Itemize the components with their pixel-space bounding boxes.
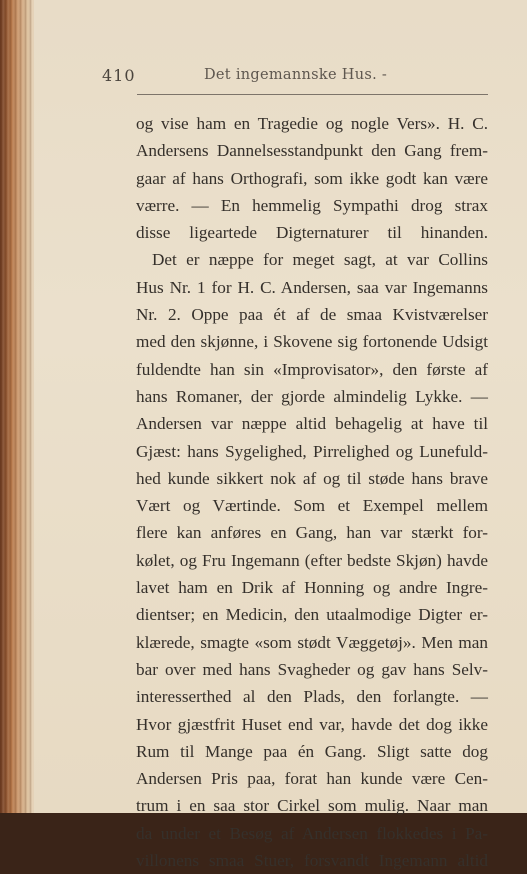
text-line: interesserthed al den Plads, den forlangte. — <box>136 687 488 707</box>
text-line: hans Romaner, der gjorde almindelig Lykke. — <box>136 386 488 406</box>
text-line: Det er næppe for meget sagt, at var Collins <box>152 250 488 270</box>
text-line: Hvor gjæstfrit Huset end var, havde det dog ikke <box>136 714 488 734</box>
body-text <box>136 110 488 874</box>
text-line: og vise ham en Tragedie og nogle Vers». H. C. <box>136 114 488 133</box>
text-line: flere kan anføres en Gang, han var stærkt for- <box>136 523 488 543</box>
text-line: lavet ham en Drik af Honning og andre Ingre- <box>136 578 488 598</box>
page-header <box>102 66 490 88</box>
running-head: Det ingemannske Hus. - <box>204 67 388 83</box>
text-line: bar over med hans Svagheder og gav hans Selv- <box>136 659 488 679</box>
text-line: Gjæst: hans Sygelighed, Pirrelighed og Lunefuld- <box>136 441 488 461</box>
text-line: kølet, og Fru Ingemann (efter bedste Skjøn) havde <box>136 550 488 570</box>
text-line: Nr. 2. Oppe paa ét af de smaa Kvistværelser <box>136 305 488 325</box>
text-line: Hus Nr. 1 for H. C. Andersen, saa var Ingemanns <box>136 277 488 297</box>
text-line: Andersen Pris paa, forat han kunde være Cen- <box>136 769 488 789</box>
text-line: Rum til Mange paa én Gang. Sligt satte dog <box>136 741 488 761</box>
text-line: villonens smaa Stuer, forsvandt Ingemann altid <box>136 851 488 871</box>
header-rule <box>137 94 488 95</box>
text-line: disse ligeartede Digternaturer til hinanden. <box>136 223 488 243</box>
text-line: med den skjønne, i Skovene sig fortonende Udsigt <box>136 332 488 352</box>
text-line: Andersen var næppe altid behagelig at have til <box>136 414 488 434</box>
page-number: 410 <box>102 66 136 85</box>
text-line: dientser; en Medicin, den utaalmodige Digter er- <box>136 605 488 625</box>
text-line: Andersens Dannelsesstandpunkt den Gang frem- <box>136 141 488 161</box>
text-line: hed kunde sikkert nok af og til støde hans brave <box>136 468 488 488</box>
page-edge <box>0 0 34 813</box>
text-line: Vært og Værtinde. Som et Exempel mellem <box>136 496 488 516</box>
text-line: gaar af hans Orthografi, som ikke godt kan være <box>136 168 488 188</box>
text-line: værre. — En hemmelig Sympathi drog strax <box>136 195 488 215</box>
text-line: fuldendte han sin «Improvisator», den første af <box>136 359 488 379</box>
text-line: trum i en saa stor Cirkel som mulig. Naar man <box>136 796 488 816</box>
text-line: da under et Besøg af Andersen flokkedes i Pa- <box>136 823 488 843</box>
text-line: klærede, smagte «som stødt Væggetøj». Men man <box>136 632 488 652</box>
